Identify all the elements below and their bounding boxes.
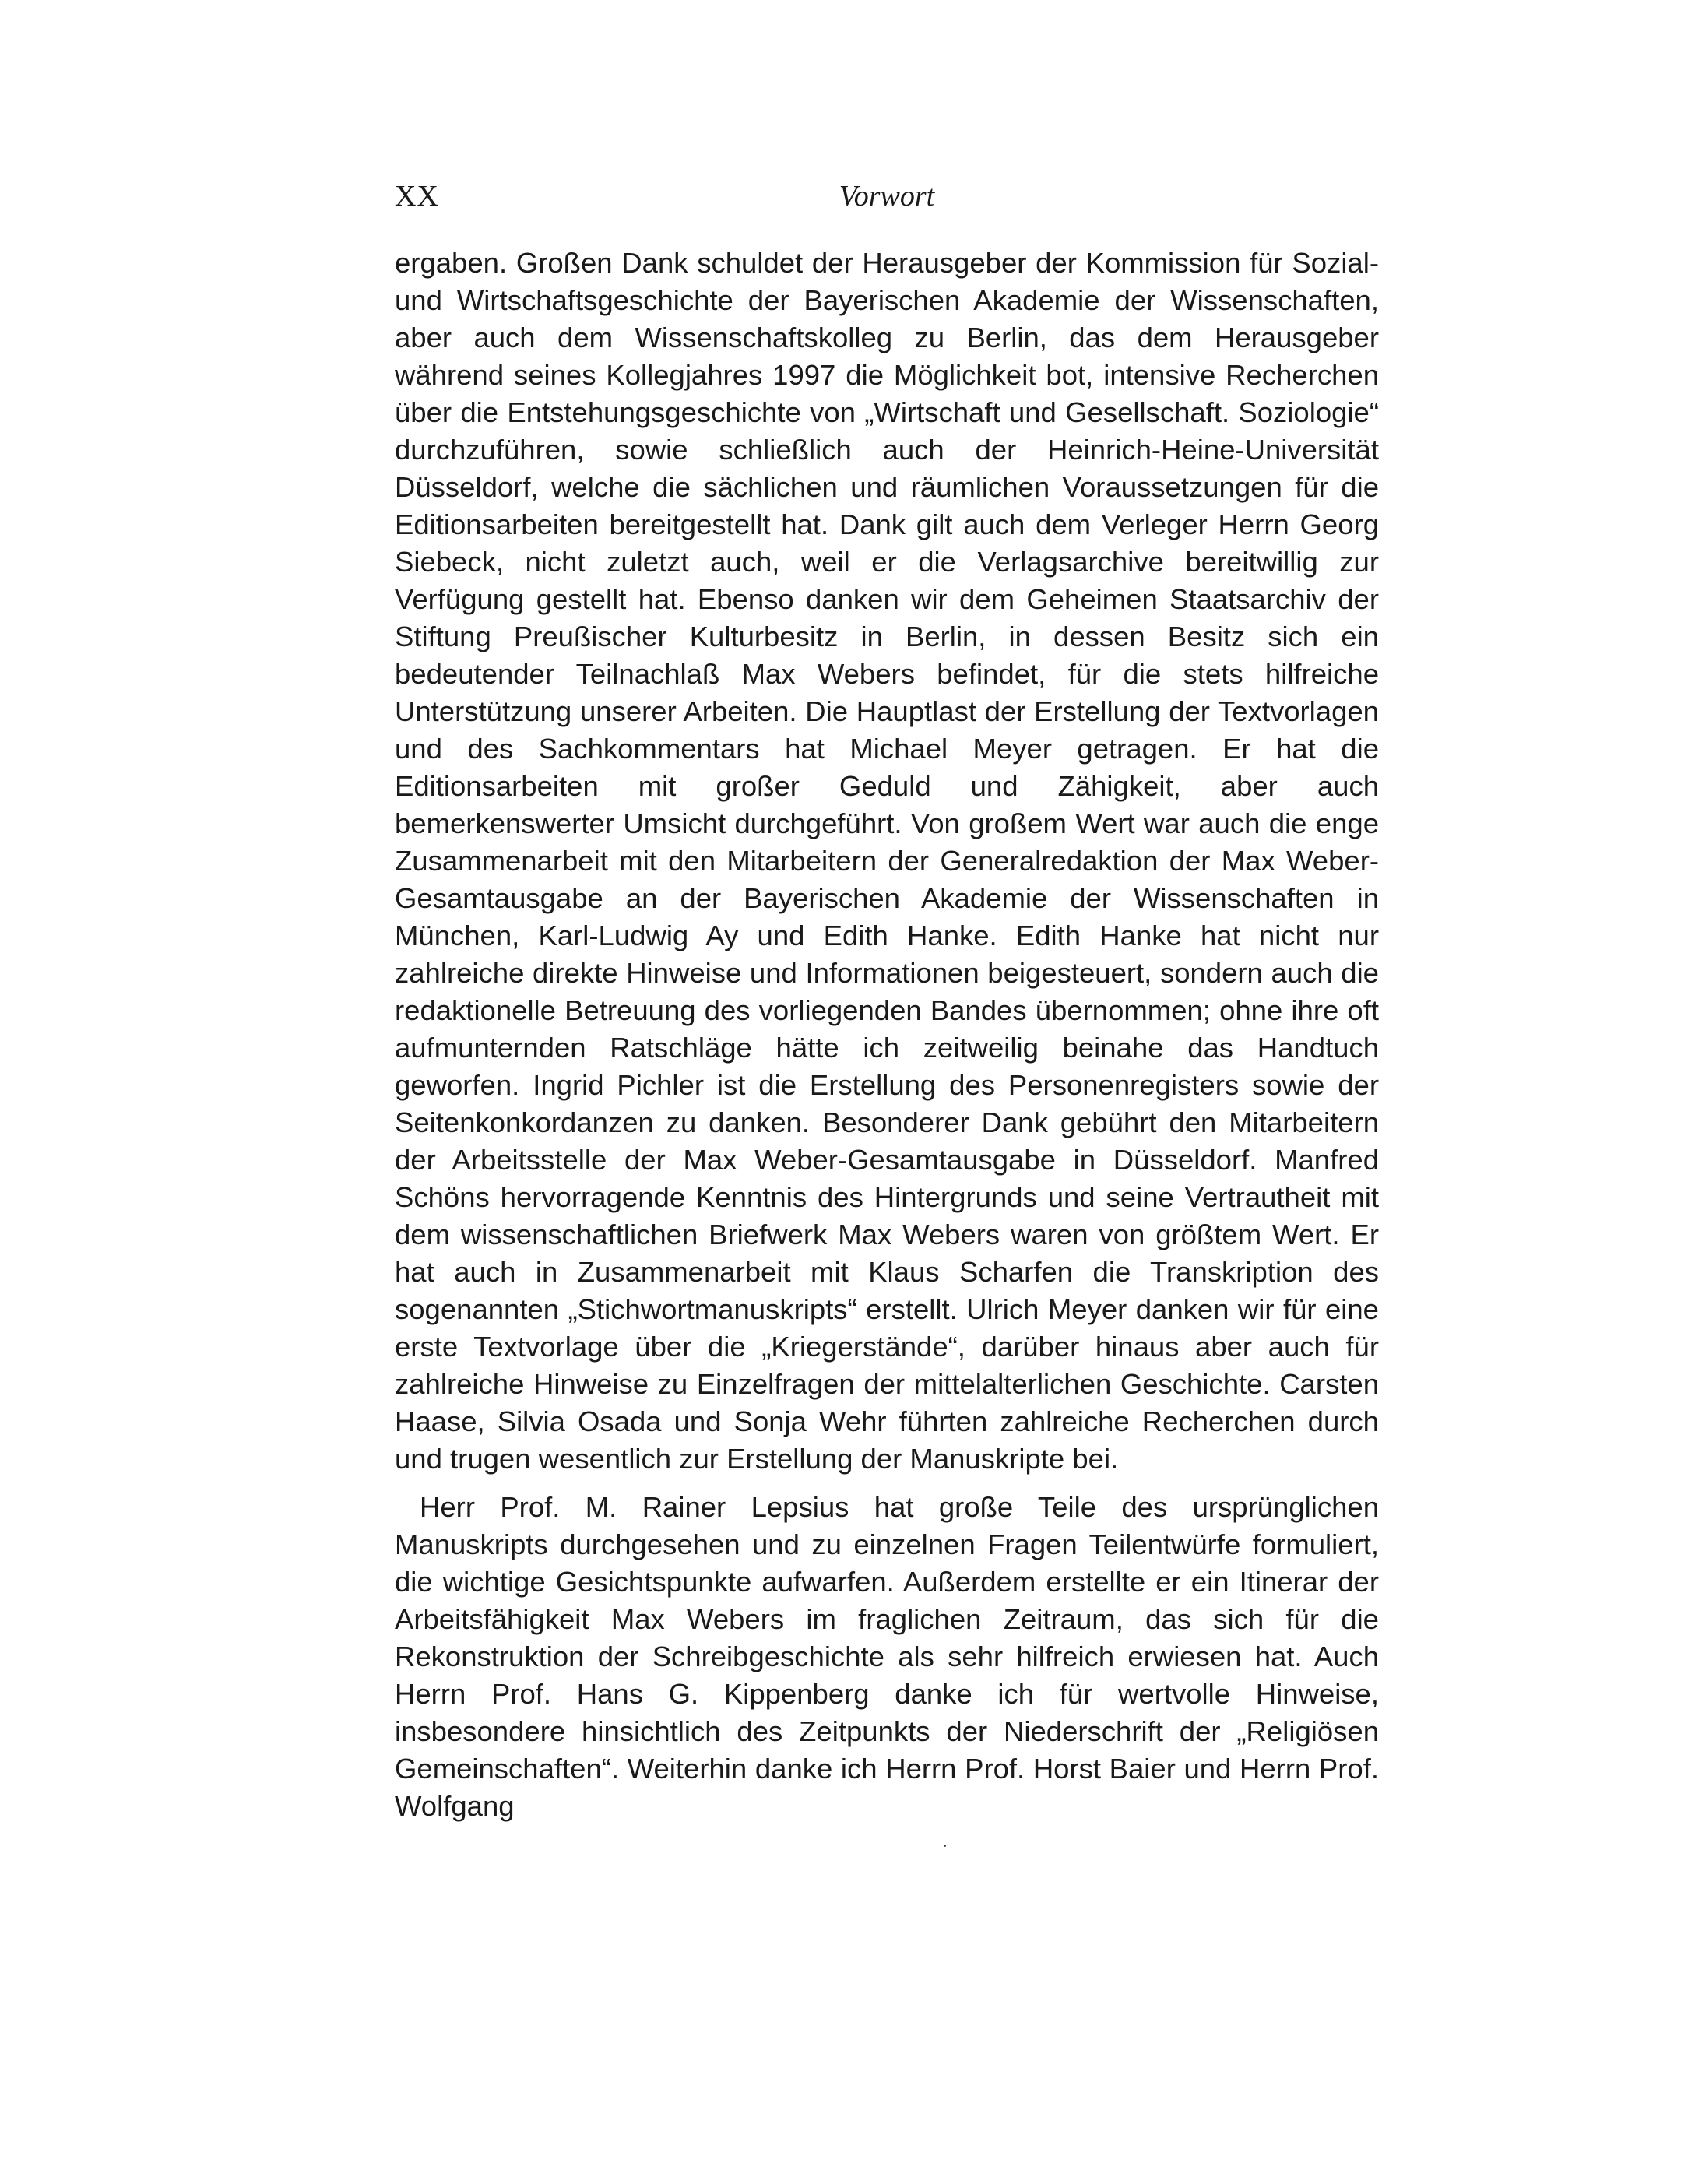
paragraph-2: Herr Prof. M. Rainer Lepsius hat große Teile des ursprünglichen Manuskripts durchgesehen und zu einzelnen Fragen Teilentwürfe formuliert, die wichtige Gesichtspunkte aufwarfen. Außerdem erstellte er ein Itinerar der Arbeitsfähigkeit Max Webers im fraglichen Zeitraum, das sich für die Rekonstruktion der Schreibgeschichte als sehr hilfreich erwiesen hat. Auch Herrn Prof. Hans G. Kippenberg danke ich für wertvolle Hinweise, insbesondere hinsichtlich des Zeitpunkts der Niederschrift der „Religiösen Gemeinschaften“. Weiterhin danke ich Herrn Prof. Horst Baier und Herrn Prof. Wolfgang xyxy=(395,1491,1379,1822)
page-number: XX xyxy=(395,180,439,213)
body-text xyxy=(395,244,1379,1825)
running-title: Vorwort xyxy=(839,180,935,213)
page-header xyxy=(395,173,1379,220)
paragraph-1: ergaben. Großen Dank schuldet der Herausgeber der Kommission für Sozial- und Wirtschaftsgeschichte der Bayerischen Akademie der Wissenschaften, aber auch dem Wissenschaftskolleg zu Berlin, das dem Herausgeber während seines Kollegjahres 1997 die Möglichkeit bot, intensive Recherchen über die Entstehungsgeschichte von „Wirtschaft und Gesellschaft. Soziologie“ durchzuführen, sowie schließlich auch der Heinrich-Heine-Universität Düsseldorf, welche die sächlichen und räumlichen Voraussetzungen für die Editionsarbeiten bereitgestellt hat. Dank gilt auch dem Verleger Herrn Georg Siebeck, nicht zuletzt auch, weil er die Verlagsarchive bereitwillig zur Verfügung gestellt hat. Ebenso danken wir dem Geheimen Staatsarchiv der Stiftung Preußischer Kulturbesitz in Berlin, in dessen Besitz sich ein bedeutender Teilnachlaß Max Webers befindet, für die stets hilfreiche Unterstützung unserer Arbeiten. Die Hauptlast der Erstellung der Textvorlagen und des Sachkommentars hat Michael Meyer getragen. Er hat die Editionsarbeiten mit großer Geduld und Zähigkeit, aber auch bemerkenswerter Umsicht durchgeführt. Von großem Wert war auch die enge Zusammenarbeit mit den Mitarbeitern der Generalredaktion der Max Weber-Gesamtausgabe an der Bayerischen Akademie der Wissenschaften in München, Karl-Ludwig Ay und Edith Hanke. Edith Hanke hat nicht nur zahlreiche direkte Hinweise und Informationen beigesteuert, sondern auch die redaktionelle Betreuung des vorliegenden Bandes übernommen; ohne ihre oft aufmunternden Ratschläge hätte ich zeitweilig beinahe das Handtuch geworfen. Ingrid Pichler ist die Erstellung des Personenregisters sowie der Seitenkonkordanzen zu danken. Besonderer Dank gebührt den Mitarbeitern der Arbeitsstelle der Max Weber-Gesamtausgabe in Düsseldorf. Manfred Schöns hervorragende Kenntnis des Hintergrunds und seine Vertrautheit mit dem wissenschaftlichen Briefwerk Max Webers waren von größtem Wert. Er hat auch in Zusammenarbeit mit Klaus Scharfen die Transkription des sogenannten „Stichwortmanuskripts“ erstellt. Ulrich Meyer danken wir für eine erste Textvorlage über die „Kriegerstände“, darüber hinaus aber auch für zahlreiche Hinweise zu Einzelfragen der mittelalterlichen Geschichte. Carsten Haase, Silvia Osada und Sonja Wehr führten zahlreiche Recherchen durch und trugen wesentlich zur Erstellung der Manuskripte bei. xyxy=(395,247,1379,1475)
stray-ink-mark xyxy=(944,1845,946,1847)
